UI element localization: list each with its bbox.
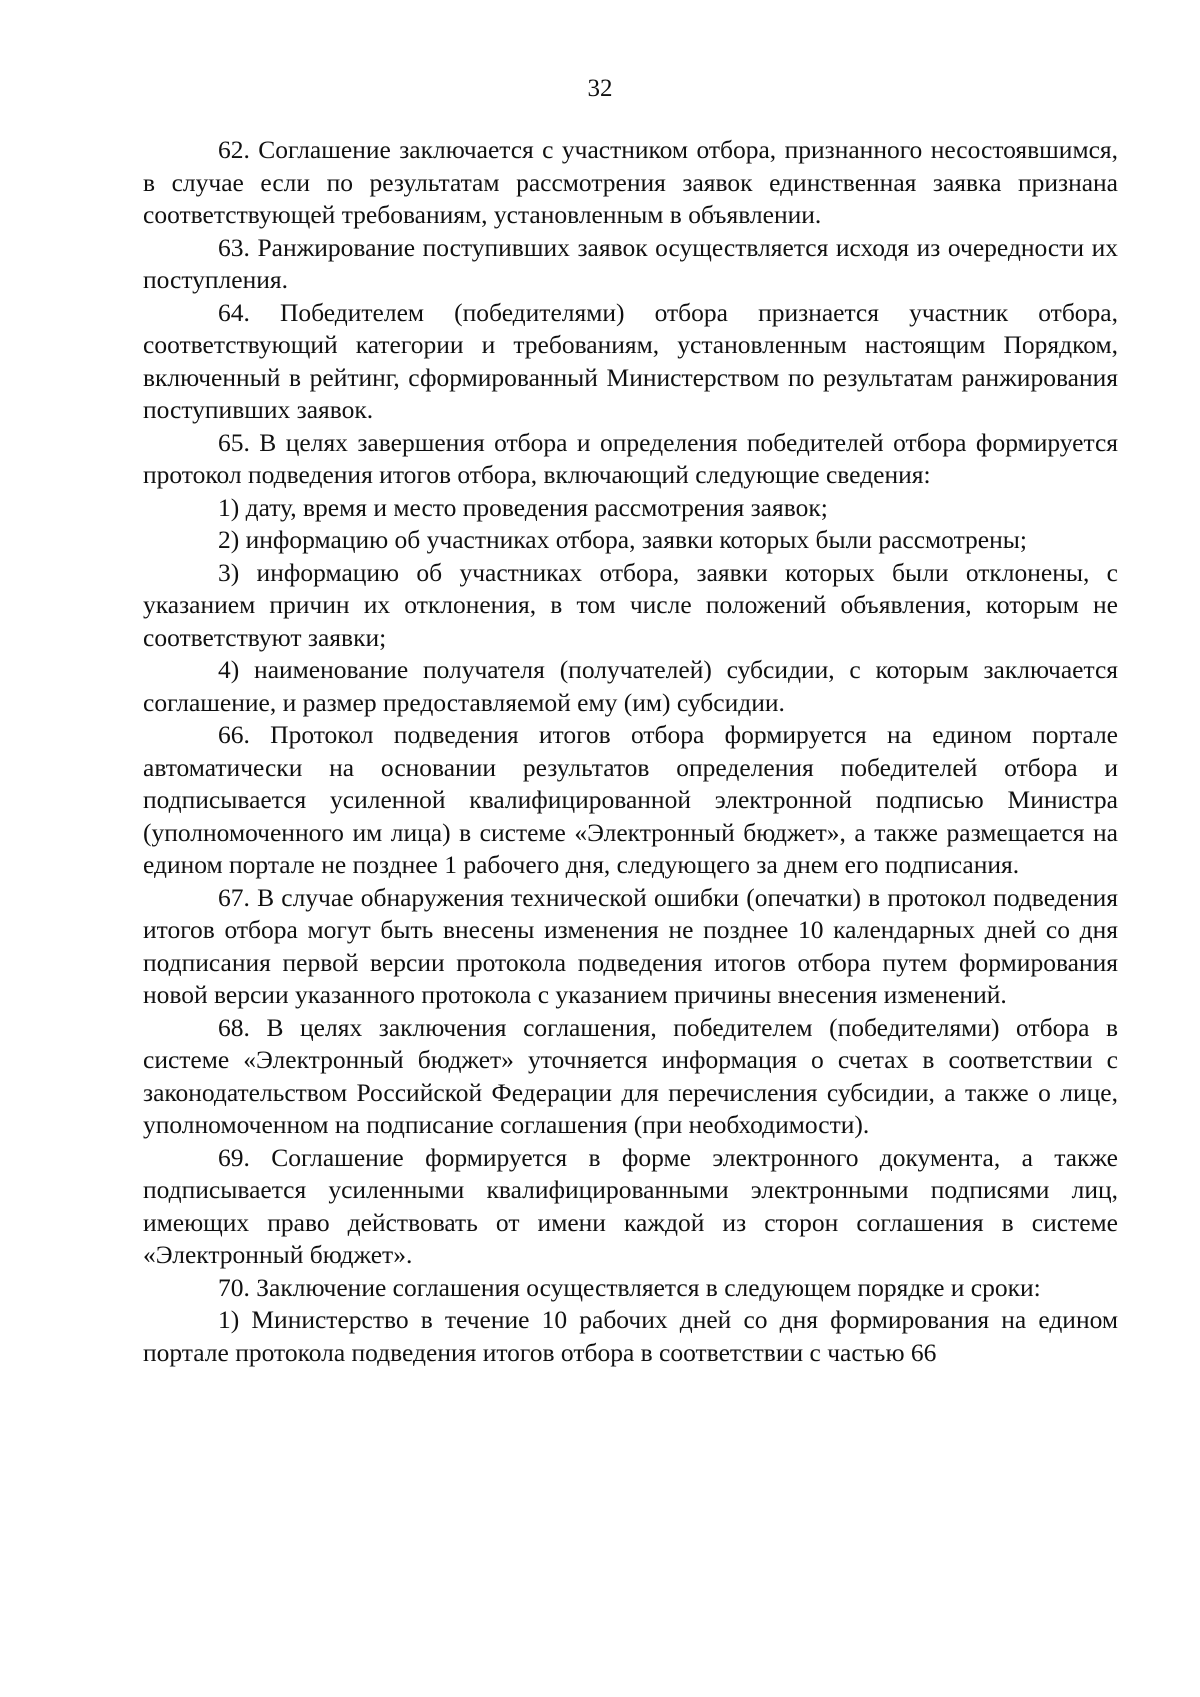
- paragraph-67: 67. В случае обнаружения технической ошибки (опечатки) в протокол подведения итогов отбора могут быть внесены изменения не позднее 10 календарных дней со дня подписания первой версии протокола подведения итогов отбора путем формирования новой версии указанного протокола с указанием причины внесения изменений.: [143, 882, 1118, 1009]
- page-number: 32: [587, 75, 613, 102]
- document-body: [143, 134, 1118, 1369]
- paragraph-62: 62. Соглашение заключается с участником отбора, признанного несостоявшимся, в случае если по результатам рассмотрения заявок единственная заявка признана соответствующей требованиям, установленным в объявлении.: [143, 135, 1118, 229]
- paragraph-63: 63. Ранжирование поступивших заявок осуществляется исходя из очередности их поступления.: [143, 232, 1118, 294]
- list-item-65-2: 2) информацию об участниках отбора, заявки которых были рассмотрены;: [218, 525, 1027, 554]
- paragraph-65: 65. В целях завершения отбора и определения победителей отбора формируется протокол подведения итогов отбора, включающий следующие сведения:: [143, 427, 1118, 489]
- list-item-65-4: 4) наименование получателя (получателей) субсидии, с которым заключается соглашение, и размер предоставляемой ему (им) субсидии.: [143, 655, 1118, 717]
- paragraph-70: 70. Заключение соглашения осуществляется в следующем порядке и сроки:: [218, 1272, 1041, 1302]
- list-item-65-3: 3) информацию об участниках отбора, заявки которых были отклонены, с указанием причин их отклонения, в том числе положений объявления, которым не соответствуют заявки;: [143, 557, 1118, 652]
- paragraph-66: 66. Протокол подведения итогов отбора формируется на едином портале автоматически на основании результатов определения победителей отбора и подписывается усиленной квалифицированной электронной подписью Министра (уполномоченного им лица) в системе «Электронный бюджет», а также размещается на едином портале не позднее 1 рабочего дня, следующего за днем его подписания.: [143, 720, 1118, 879]
- paragraph-64: 64. Победителем (победителями) отбора признается участник отбора, соответствующий категории и требованиям, установленным настоящим Порядком, включенный в рейтинг, сформированный Министерством по результатам ранжирования поступивших заявок.: [143, 297, 1118, 424]
- paragraph-69: 69. Соглашение формируется в форме электронного документа, а также подписывается усиленными квалифицированными электронными подписями лиц, имеющих право действовать от имени каждой из сторон соглашения в системе «Электронный бюджет».: [143, 1142, 1118, 1269]
- list-item-70-1: 1) Министерство в течение 10 рабочих дней со дня формирования на едином портале протокола подведения итогов отбора в соответствии с частью 66: [143, 1305, 1118, 1367]
- paragraph-68: 68. В целях заключения соглашения, победителем (победителями) отбора в системе «Электронный бюджет» уточняется информация о счетах в соответствии с законодательством Российской Федерации для перечисления субсидии, а также о лице, уполномоченном на подписание соглашения (при необходимости).: [143, 1012, 1118, 1139]
- list-item-65-1: 1) дату, время и место проведения рассмотрения заявок;: [218, 492, 828, 522]
